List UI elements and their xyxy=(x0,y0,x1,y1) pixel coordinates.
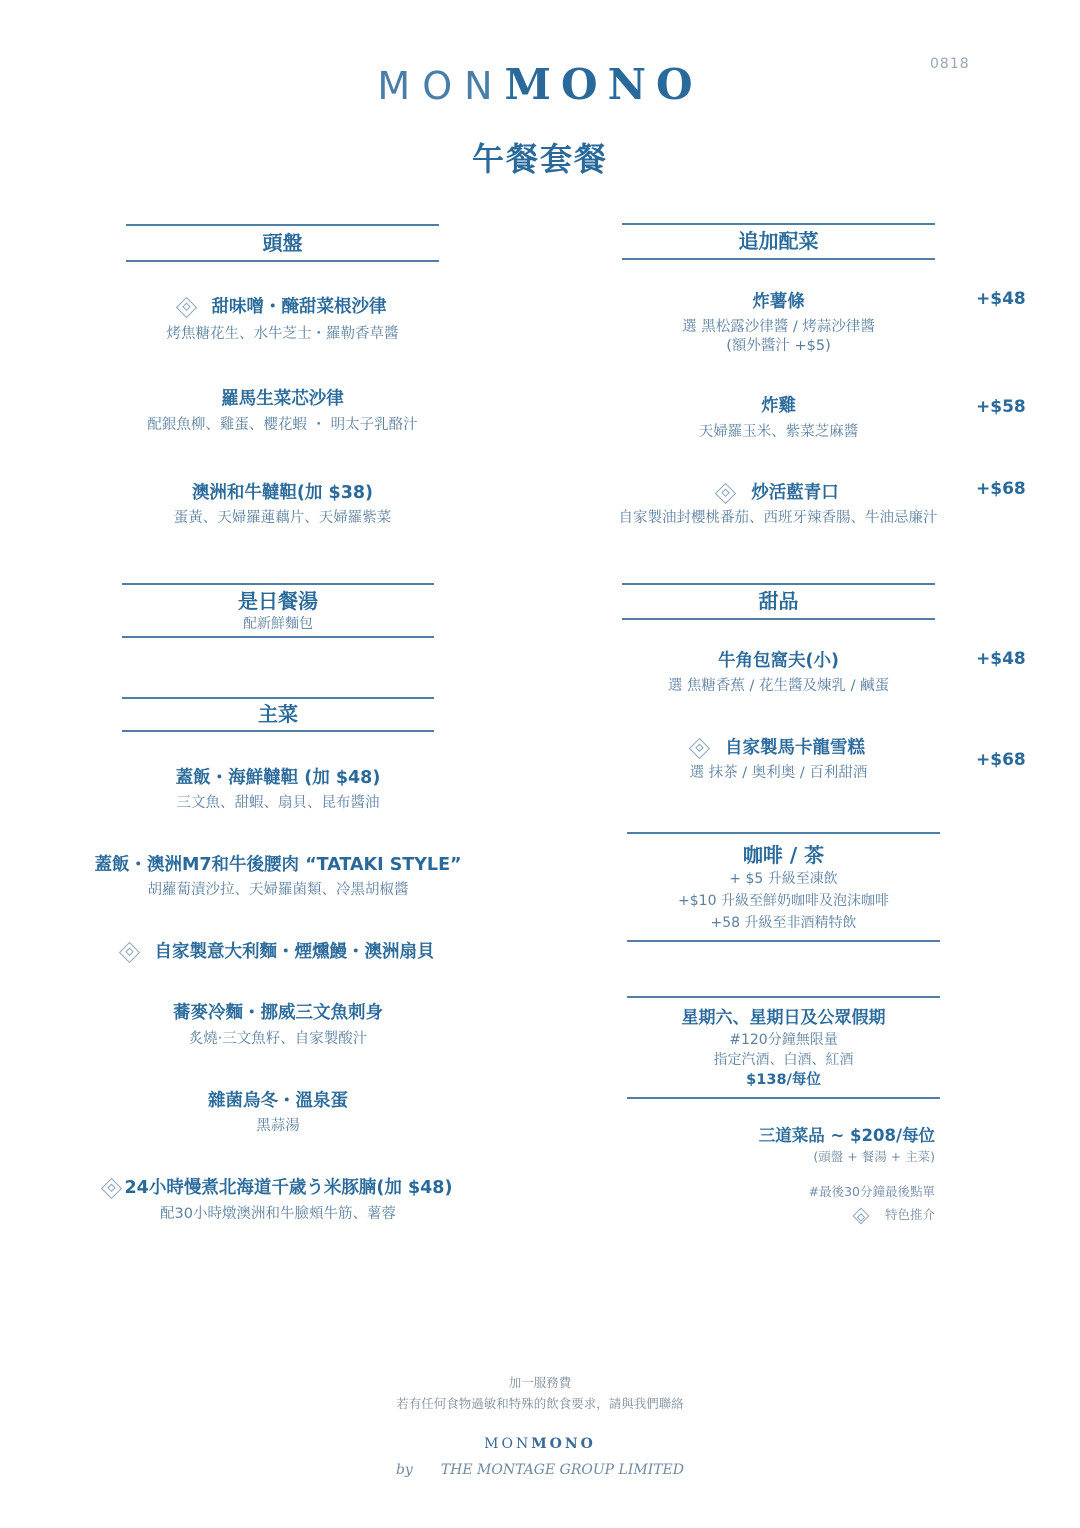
main-item-name: 蓋飯・海鮮韃靼 (加 $48) xyxy=(175,768,381,788)
footer-group-name: THE MONTAGE GROUP LIMITED xyxy=(440,1462,685,1478)
starter-item-desc: 烤焦糖花生、水牛芝士・羅勒香草醬 xyxy=(166,326,399,342)
footer-logo-bold: MONO xyxy=(531,1436,596,1452)
main-item-desc: 黑蒜湯 xyxy=(256,1118,300,1134)
side-item-price: +$58 xyxy=(976,397,1026,417)
side-item-desc: 自家製油封櫻桃番茄、西班牙辣香腸、牛油忌廉汁 xyxy=(618,510,938,526)
side-item-name: 炸薯條 xyxy=(752,292,805,312)
soup-heading: 是日餐湯 xyxy=(238,589,318,613)
weekend-line: #120分鐘無限量 xyxy=(729,1032,838,1048)
coffee-tea-box xyxy=(627,832,940,942)
signature-icon xyxy=(100,1177,121,1198)
side-item-desc-extra: (額外醬汁 +$5) xyxy=(726,338,831,354)
main-item-desc: 配30小時燉澳洲和牛臉頰牛筋、薯蓉 xyxy=(160,1206,396,1222)
side-item-desc: 天婦羅玉米、紫菜芝麻醬 xyxy=(698,424,859,440)
weekend-line: 指定汽酒、白酒、紅酒 xyxy=(713,1052,854,1068)
menu-code: 0818 xyxy=(930,56,970,72)
side-item-price: +$68 xyxy=(976,479,1026,499)
starter-item-desc: 蛋黃、天婦羅蓮藕片、天婦羅紫菜 xyxy=(173,510,392,526)
side-item-name: 炒活藍青口 xyxy=(622,479,935,504)
main-item-name: 自家製意大利麵・煙燻鰻・澳洲扇貝 xyxy=(80,938,476,963)
dessert-item-name: 自家製馬卡龍雪糕 xyxy=(622,734,935,759)
side-item-name: 炸雞 xyxy=(761,396,796,416)
logo-thin: MON xyxy=(377,64,505,108)
signature-icon xyxy=(715,482,736,503)
dessert-item-price: +$68 xyxy=(976,750,1026,770)
section-heading-mains: 主菜 xyxy=(122,697,434,732)
section-heading-soup xyxy=(122,583,434,638)
coffee-line: + $5 升級至凍飲 xyxy=(729,871,838,887)
main-item-name: 24小時慢煮北海道千歳う米豚腩(加 $48) xyxy=(90,1174,466,1199)
section-heading-sides: 追加配菜 xyxy=(622,223,935,260)
service-charge-note: 加一服務費 xyxy=(508,1375,572,1390)
set-price: 三道菜品 ~ $208/每位 xyxy=(758,1126,935,1145)
dessert-item-price: +$48 xyxy=(976,649,1026,669)
footer-by: by xyxy=(395,1462,413,1478)
main-item-desc: 炙燒‧三文魚籽、自家製酸汁 xyxy=(188,1031,368,1047)
last-order-note: #最後30分鐘最後點單 xyxy=(808,1184,935,1199)
coffee-line: +58 升級至非酒精特飲 xyxy=(710,915,857,931)
weekend-box xyxy=(627,996,940,1099)
signature-icon xyxy=(118,941,139,962)
legend: 特色推介 xyxy=(720,1205,935,1223)
coffee-line: +$10 升級至鮮奶咖啡及泡沫咖啡 xyxy=(678,893,889,909)
signature-icon xyxy=(689,737,710,758)
brand-logo xyxy=(0,60,1080,109)
starter-item-name: 澳洲和牛韃靼(加 $38) xyxy=(191,483,374,503)
dessert-item-desc: 選 抹茶 / 奥利奥 / 百利甜酒 xyxy=(689,765,868,781)
footer-logo-thin: MON xyxy=(484,1436,532,1452)
logo-bold: MONO xyxy=(504,60,703,109)
section-heading-desserts: 甜品 xyxy=(622,583,935,620)
signature-icon xyxy=(175,296,196,317)
starter-item-name: 羅馬生菜芯沙律 xyxy=(221,389,344,409)
main-item-desc: 三文魚、甜蝦、扇貝、昆布醬油 xyxy=(176,795,380,811)
side-item-desc: 選 黑松露沙律醬 / 烤蒜沙律醬 xyxy=(682,319,875,335)
weekend-price: $138/每位 xyxy=(746,1072,821,1088)
side-item-price: +$48 xyxy=(976,289,1026,309)
starter-item-desc: 配銀魚柳、雞蛋、櫻花蝦 ・ 明太子乳酪汁 xyxy=(147,417,418,433)
allergy-note: 若有任何食物過敏和特殊的飲食要求，請與我們聯絡 xyxy=(396,1396,684,1411)
main-item-desc: 胡蘿蔔漬沙拉、天婦羅菌類、冷黑胡椒醬 xyxy=(147,882,409,898)
set-includes: (頭盤 + 餐湯 + 主菜) xyxy=(813,1149,935,1164)
footer-logo xyxy=(0,1436,1080,1452)
dessert-item-desc: 選 焦糖香蕉 / 花生醬及煉乳 / 鹹蛋 xyxy=(667,678,890,694)
dessert-item-name: 牛角包窩夫(小) xyxy=(718,651,839,671)
signature-icon xyxy=(852,1207,869,1224)
footer-group xyxy=(0,1462,1080,1478)
main-item-name: 蕎麥冷麵・挪威三文魚刺身 xyxy=(173,1003,383,1023)
main-item-name: 雜菌烏冬・溫泉蛋 xyxy=(208,1091,348,1111)
starter-item-name: 甜味噌・醃甜菜根沙律 xyxy=(126,293,439,318)
page-title: 午餐套餐 xyxy=(471,140,608,178)
coffee-heading: 咖啡 / 茶 xyxy=(742,843,825,867)
soup-sub: 配新鮮麵包 xyxy=(243,616,313,632)
main-item-name: 蓋飯・澳洲M7和牛後腰肉 “TATAKI STYLE” xyxy=(94,855,462,875)
section-heading-starters: 頭盤 xyxy=(126,224,439,262)
weekend-heading: 星期六、星期日及公眾假期 xyxy=(681,1008,886,1028)
